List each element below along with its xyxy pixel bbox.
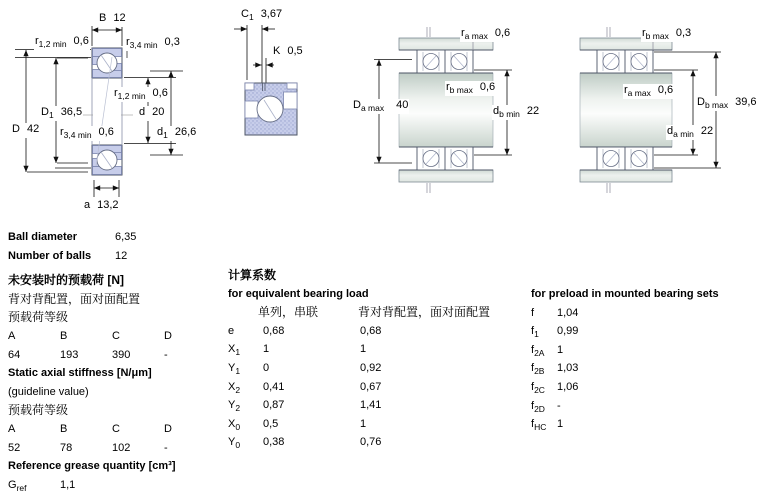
factor-value: 1 (557, 418, 564, 431)
symbol-pre: f (531, 380, 535, 393)
dim-pre: r (624, 84, 628, 96)
factor-row (228, 396, 523, 415)
dim-label-r12-right (113, 87, 169, 102)
dim-label-C1 (240, 8, 283, 23)
spec-value: 12 (115, 249, 128, 262)
factor-row (228, 415, 523, 434)
symbol-sub: 2 (235, 384, 241, 395)
dim-sub: a max (627, 88, 651, 99)
factor-symbol (228, 378, 263, 397)
dim-value: 22 (526, 105, 540, 117)
dim-label-Db-max (696, 96, 758, 111)
cell-value: 64 (8, 348, 21, 361)
factor-row (228, 378, 523, 397)
cell-header: B (60, 422, 68, 435)
grease-heading: Reference grease quantity [cm³] (8, 460, 176, 473)
dim-sub: b max (645, 31, 669, 42)
preload-heading: 未安装时的预载荷 [N] (8, 273, 124, 288)
symbol-pre: f (531, 362, 535, 375)
dim-label-a (83, 199, 120, 214)
cell-value: 52 (8, 441, 21, 454)
factor-value-1: 0,5 (263, 417, 279, 430)
symbol-pre: f (531, 418, 535, 431)
cell-value: 193 (60, 348, 79, 361)
preload-factors-column (531, 285, 766, 434)
stiffness-class-caption: 预载荷等级 (8, 403, 69, 418)
factor-value: 1 (557, 343, 564, 356)
factor-value-2: 0,68 (360, 324, 382, 337)
dim-sub: a min (673, 129, 694, 140)
factor-value-1: 0,41 (263, 380, 285, 393)
factor-value-1: 0,38 (263, 436, 285, 449)
dim-value: 0,6 (73, 35, 89, 47)
dim-sub: b max (704, 100, 729, 111)
dim-pre: D (697, 96, 705, 108)
dim-value: 20 (152, 106, 165, 118)
grease-symbol (8, 476, 60, 495)
dim-sub: 1 (48, 110, 54, 121)
dim-value: 39,6 (735, 96, 757, 108)
cell-header: C (112, 329, 120, 342)
dim-value: 0,5 (287, 45, 303, 57)
stiffness-values-row (8, 439, 228, 458)
cell-value: 102 (112, 441, 131, 454)
spacer (228, 303, 258, 322)
symbol-sub: HC (534, 422, 547, 433)
cell-value: - (164, 348, 168, 361)
dim-label-D (11, 123, 40, 138)
dim-label-r34-left (59, 126, 115, 141)
symbol-sub: 1 (534, 329, 539, 340)
symbol-sub: 2A (534, 347, 545, 358)
spec-row-ball-diameter (8, 228, 228, 247)
col-header-back-face: 背对背配置，面对面配置 (358, 305, 491, 320)
dim-sub: 3,4 min (63, 130, 92, 141)
factor-value-1: 1 (263, 343, 270, 356)
dim-pre: d (157, 126, 164, 138)
dim-value: 42 (26, 123, 40, 135)
dim-value: 0,3 (164, 36, 180, 48)
dim-pre: r (60, 126, 64, 138)
symbol-pre: e (228, 324, 235, 337)
preload-factor-row (531, 378, 766, 397)
dim-value: 0,6 (494, 27, 511, 39)
preload-factor-row (531, 397, 766, 416)
factor-row (228, 433, 523, 452)
spec-label: Number of balls (8, 249, 92, 262)
figure-mounted-pair-shaft (570, 0, 769, 200)
dim-value: 36,5 (60, 106, 83, 118)
dim-label-r12-top (34, 35, 90, 50)
dim-pre: D (41, 106, 49, 118)
dim-value: 0,3 (675, 27, 692, 39)
calculation-factors-column (228, 266, 523, 452)
dim-sub: b max (449, 85, 473, 96)
factor-value: 1,04 (557, 306, 579, 319)
symbol-sub: 2C (534, 385, 545, 396)
factor-symbol (531, 359, 557, 378)
factor-row (228, 340, 523, 359)
symbol-sub: 1 (235, 366, 241, 377)
dim-value: 0,6 (152, 87, 168, 99)
col-header-single-tandem: 单列，串联 (258, 305, 319, 320)
symbol-pre: Y (228, 361, 236, 374)
symbol-sub: 1 (235, 347, 241, 358)
factor-value: 1,03 (557, 362, 579, 375)
factor-value-1: 0,68 (263, 324, 285, 337)
dim-pre: C (241, 8, 249, 20)
symbol-sub: 2D (534, 403, 545, 414)
cell-header: A (8, 422, 16, 435)
dim-value: 26,6 (174, 126, 197, 138)
factor-symbol (228, 340, 263, 359)
factor-value-2: 0,76 (360, 436, 382, 449)
factor-row (228, 322, 523, 341)
dim-label-K (272, 45, 304, 60)
cell-header: A (8, 329, 16, 342)
dim-sub: 3,4 min (129, 40, 158, 51)
preload-values-row (8, 346, 228, 365)
dim-pre: d (667, 125, 674, 137)
symbol-pre: Y (228, 399, 236, 412)
dim-pre: d (139, 106, 146, 118)
factor-value-2: 1,41 (360, 399, 382, 412)
dim-label-ra-max (623, 84, 674, 99)
figure-bearing-detail (228, 0, 343, 150)
symbol-sub: 2B (534, 366, 545, 377)
dim-label-d (138, 106, 165, 121)
grease-value: 1,1 (60, 478, 76, 491)
symbol-sub: 2 (235, 403, 241, 414)
symbol-pre: f (531, 399, 535, 412)
symbol-pre: f (531, 325, 535, 338)
preload-factors-heading: for preload in mounted bearing sets (531, 288, 719, 300)
factor-value-2: 1 (360, 343, 367, 356)
figure-mounted-pair-housing (348, 0, 555, 200)
dim-pre: a (84, 199, 91, 211)
factor-value-1: 0 (263, 361, 270, 374)
factor-symbol (531, 378, 557, 397)
dim-label-Da-max (352, 99, 409, 114)
cell-value: - (164, 441, 168, 454)
dim-pre: D (12, 123, 20, 135)
cell-header: C (112, 422, 120, 435)
preload-class-header-row (8, 327, 228, 346)
factor-value: - (557, 399, 561, 412)
dim-label-D1 (40, 106, 83, 121)
dim-pre: r (642, 27, 646, 39)
symbol-pre: X (228, 417, 236, 430)
dim-value: 0,6 (479, 81, 496, 93)
factor-symbol (531, 322, 557, 341)
dim-label-rb-max (641, 27, 692, 42)
dim-value: 0,6 (657, 84, 674, 96)
dim-pre: K (273, 45, 281, 57)
dim-pre: r (35, 35, 39, 47)
grease-row (8, 476, 228, 495)
dim-sub: 1 (163, 130, 168, 141)
symbol-pre: X (228, 380, 236, 393)
preload-class-caption: 预载荷等级 (8, 310, 69, 325)
dim-sub: 1,2 min (38, 39, 67, 50)
symbol-sub: ref (16, 482, 27, 493)
dim-label-db-min (492, 105, 540, 120)
factor-value: 1,06 (557, 380, 579, 393)
stiffness-class-header-row (8, 420, 228, 439)
dim-sub: 1 (248, 12, 254, 23)
dim-label-B (98, 12, 127, 27)
symbol-sub: 0 (235, 421, 241, 432)
factor-symbol (531, 415, 557, 434)
preload-factor-row (531, 415, 766, 434)
cell-value: 390 (112, 348, 131, 361)
factor-row (228, 359, 523, 378)
cell-value: 78 (60, 441, 73, 454)
factor-symbol (228, 415, 263, 434)
dim-pre: r (126, 36, 130, 48)
stiffness-note: (guideline value) (8, 385, 89, 398)
dim-value: 22 (700, 125, 714, 137)
factors-heading-cn: 计算系数 (228, 268, 277, 282)
dim-pre: r (114, 87, 118, 99)
preload-factor-row (531, 359, 766, 378)
dim-pre: d (493, 105, 500, 117)
symbol-pre: Y (228, 436, 236, 449)
specs-column (8, 228, 228, 494)
cell-header: D (164, 422, 172, 435)
dim-sub: 1,2 min (117, 91, 146, 102)
spec-label: Ball diameter (8, 231, 78, 243)
dim-label-da-min (666, 125, 714, 140)
dim-value: 12 (113, 12, 126, 24)
cross-section-drawing (0, 0, 215, 225)
spec-row-number-of-balls (8, 247, 228, 266)
spec-value: 6,35 (115, 231, 137, 243)
preload-factor-row (531, 322, 766, 341)
factor-value-2: 1 (360, 417, 367, 430)
factor-symbol (228, 359, 263, 378)
symbol-pre: f (531, 306, 535, 319)
dim-value: 13,2 (97, 199, 119, 211)
dim-label-r34-top (125, 36, 181, 51)
dim-label-rb-max (445, 81, 496, 96)
symbol-sub: 0 (235, 440, 241, 451)
factor-symbol (531, 304, 557, 323)
factor-value: 0,99 (557, 325, 579, 338)
dim-pre: D (353, 99, 361, 111)
preload-factor-row (531, 304, 766, 323)
factors-header-row (228, 303, 523, 322)
dim-sub: b min (499, 109, 520, 120)
dim-value: 0,6 (98, 126, 114, 138)
factor-value-1: 0,87 (263, 399, 285, 412)
dim-value: 3,67 (260, 8, 283, 20)
factor-value-2: 0,92 (360, 361, 382, 374)
factor-symbol (531, 341, 557, 360)
dim-sub: a max (360, 103, 385, 114)
factor-symbol (228, 322, 263, 341)
factor-symbol (228, 396, 263, 415)
factor-value-2: 0,67 (360, 380, 382, 393)
cell-header: D (164, 329, 172, 342)
dim-pre: r (461, 27, 465, 39)
symbol-pre: X (228, 343, 236, 356)
dim-label-ra-max (460, 27, 511, 42)
preload-arrangement: 背对背配置，面对面配置 (8, 291, 141, 306)
symbol-pre: f (531, 343, 535, 356)
factor-symbol (531, 397, 557, 416)
dim-pre: r (446, 81, 450, 93)
dim-pre: B (99, 12, 107, 24)
factor-symbol (228, 433, 263, 452)
equiv-load-heading: for equivalent bearing load (228, 287, 369, 300)
dim-label-d1 (156, 126, 197, 141)
dim-sub: a max (464, 31, 488, 42)
dim-value: 40 (396, 99, 409, 111)
figure-single-bearing (0, 0, 215, 225)
stiffness-heading: Static axial stiffness [N/μm] (8, 367, 152, 380)
symbol-pre: G (8, 478, 17, 491)
preload-factor-row (531, 341, 766, 360)
cell-header: B (60, 329, 68, 342)
